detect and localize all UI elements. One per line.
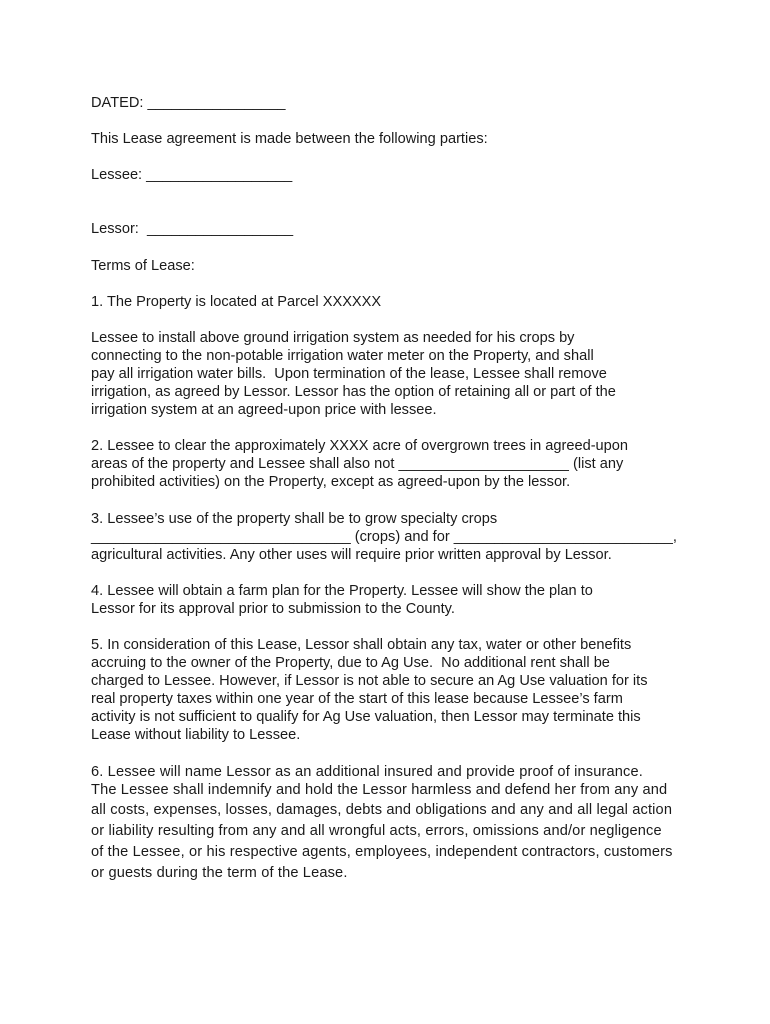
paragraph-line: of the Lessee, or his respective agents, employees, independent contractors, customers bbox=[91, 844, 673, 860]
dated-line: DATED: _________________ bbox=[91, 95, 286, 111]
paragraph-line: areas of the property and Lessee shall also not _____________________ (list any bbox=[91, 456, 624, 472]
clause-1-title: 1. The Property is located at Parcel XXXXXX bbox=[91, 294, 382, 310]
paragraph-line: pay all irrigation water bills. Upon termination of the lease, Lessee shall remove bbox=[91, 366, 607, 382]
paragraph-line: activity is not sufficient to qualify for Ag Use valuation, then Lessor may terminate this bbox=[91, 709, 641, 725]
paragraph-line: prohibited activities) on the Property, except as agreed-upon by the lessor. bbox=[91, 474, 571, 490]
paragraph-line: connecting to the non-potable irrigation water meter on the Property, and shall bbox=[91, 348, 594, 364]
paragraph-line: ________________________________ (crops) and for ___________________________, bbox=[91, 529, 677, 545]
paragraph-line: real property taxes within one year of the start of this lease because Lessee’s farm bbox=[91, 691, 623, 707]
paragraph-line: 5. In consideration of this Lease, Lessor shall obtain any tax, water or other benefits bbox=[91, 637, 632, 653]
paragraph-line: Lessor for its approval prior to submission to the County. bbox=[91, 601, 455, 617]
intro-line: This Lease agreement is made between the following parties: bbox=[91, 131, 488, 147]
paragraph-line: The Lessee shall indemnify and hold the Lessor harmless and defend her from any and bbox=[91, 782, 668, 798]
paragraph-line: irrigation system at an agreed-upon price with lessee. bbox=[91, 402, 437, 418]
lessee-line: Lessee: __________________ bbox=[91, 167, 293, 183]
paragraph-line: irrigation, as agreed by Lessor. Lessor has the option of retaining all or part of the bbox=[91, 384, 616, 400]
paragraph-line: charged to Lessee. However, if Lessor is not able to secure an Ag Use valuation for its bbox=[91, 673, 648, 689]
lessor-line: Lessor: __________________ bbox=[91, 221, 294, 237]
paragraph-line: or guests during the term of the Lease. bbox=[91, 865, 348, 881]
paragraph-line: 4. Lessee will obtain a farm plan for the Property. Lessee will show the plan to bbox=[91, 583, 593, 599]
paragraph-line: agricultural activities. Any other uses will require prior written approval by Lessor. bbox=[91, 547, 612, 563]
paragraph-line: accruing to the owner of the Property, due to Ag Use. No additional rent shall be bbox=[91, 655, 610, 671]
paragraph-line: Lessee to install above ground irrigation system as needed for his crops by bbox=[91, 330, 575, 346]
paragraph-line: 2. Lessee to clear the approximately XXXX acre of overgrown trees in agreed-upon bbox=[91, 438, 629, 454]
paragraph-line: 6. Lessee will name Lessor as an additional insured and provide proof of insurance. bbox=[91, 764, 643, 780]
paragraph-line: all costs, expenses, losses, damages, debts and obligations and any and all legal action bbox=[91, 802, 673, 818]
paragraph-line: Lease without liability to Lessee. bbox=[91, 727, 301, 743]
paragraph-line: 3. Lessee’s use of the property shall be to grow specialty crops bbox=[91, 511, 498, 527]
paragraph-line: or liability resulting from any and all wrongful acts, errors, omissions and/or negligence bbox=[91, 823, 662, 839]
terms-heading: Terms of Lease: bbox=[91, 258, 195, 274]
